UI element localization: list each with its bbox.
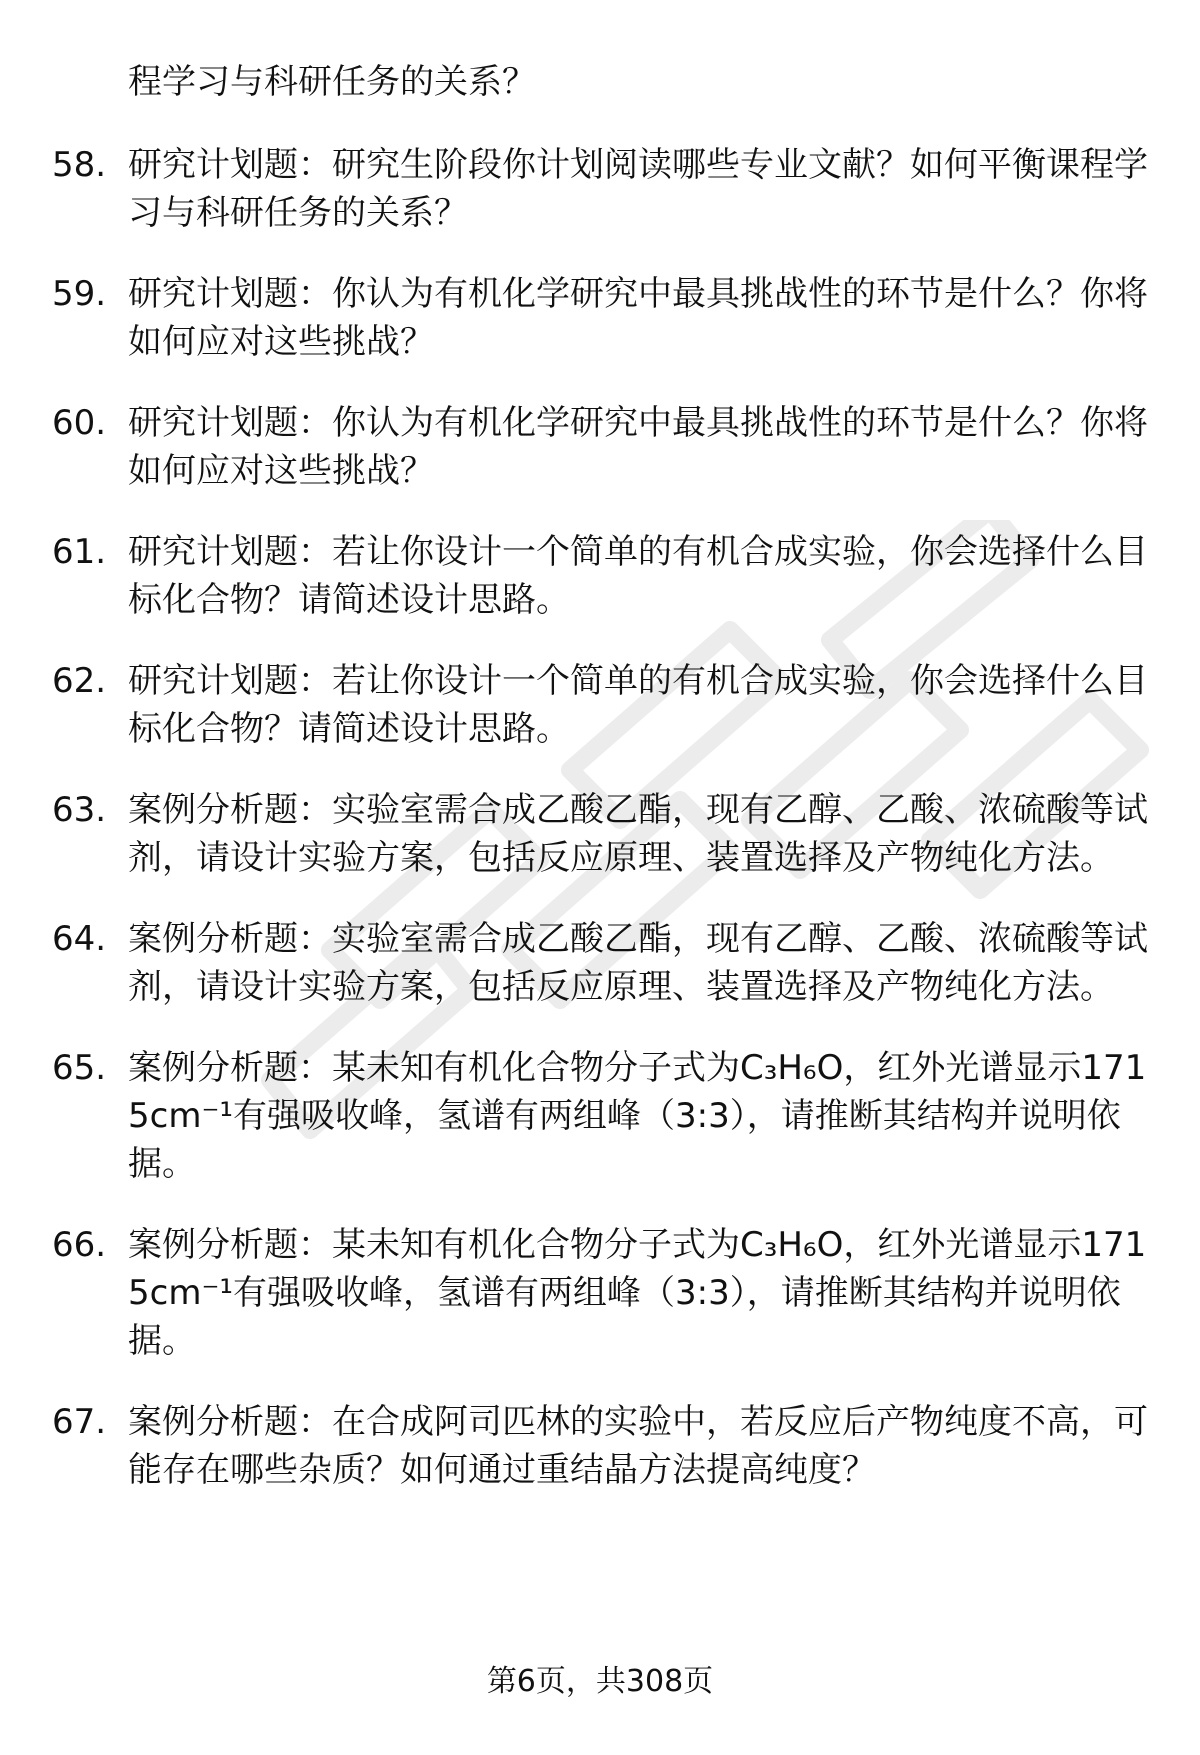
question-text: 案例分析题：在合成阿司匹林的实验中，若反应后产物纯度不高，可能存在哪些杂质？如何通过重结晶方法提高纯度？ [128, 1402, 1148, 1490]
question-number: 61. [52, 532, 107, 572]
question-item [52, 141, 1152, 237]
question-item [52, 270, 1152, 366]
question-item [52, 1221, 1152, 1365]
question-text: 案例分析题：某未知有机化合物分子式为C₃H₆O，红外光谱显示1715cm⁻¹有强吸收峰，氢谱有两组峰（3:3），请推断其结构并说明依据。 [128, 1048, 1147, 1184]
question-number: 59. [52, 274, 107, 314]
question-text: 研究计划题：研究生阶段你计划阅读哪些专业文献？如何平衡课程学习与科研任务的关系？ [128, 145, 1148, 233]
question-text: 案例分析题：实验室需合成乙酸乙酯，现有乙醇、乙酸、浓硫酸等试剂，请设计实验方案，包括反应原理、装置选择及产物纯化方法。 [128, 790, 1148, 878]
question-text: 研究计划题：若让你设计一个简单的有机合成实验，你会选择什么目标化合物？请简述设计思路。 [128, 661, 1148, 749]
question-number: 60. [52, 403, 107, 443]
question-text: 研究计划题：你认为有机化学研究中最具挑战性的环节是什么？你将如何应对这些挑战？ [128, 403, 1148, 491]
question-number: 62. [52, 661, 107, 701]
question-number: 65. [52, 1048, 107, 1088]
page-footer: 第6页，共308页 [486, 1664, 714, 1699]
question-list [52, 141, 1152, 1527]
question-item [52, 657, 1152, 753]
question-item [52, 915, 1152, 1011]
question-number: 58. [52, 145, 107, 185]
question-item [52, 1398, 1152, 1494]
question-text: 研究计划题：你认为有机化学研究中最具挑战性的环节是什么？你将如何应对这些挑战？ [128, 274, 1148, 362]
question-number: 66. [52, 1225, 107, 1265]
continued-question-text: 程学习与科研任务的关系？ [128, 62, 536, 102]
question-number: 63. [52, 790, 107, 830]
question-item [52, 786, 1152, 882]
question-item [52, 399, 1152, 495]
question-number: 64. [52, 919, 107, 959]
question-number: 67. [52, 1402, 107, 1442]
question-text: 案例分析题：某未知有机化合物分子式为C₃H₆O，红外光谱显示1715cm⁻¹有强吸收峰，氢谱有两组峰（3:3），请推断其结构并说明依据。 [128, 1225, 1147, 1361]
question-text: 案例分析题：实验室需合成乙酸乙酯，现有乙醇、乙酸、浓硫酸等试剂，请设计实验方案，包括反应原理、装置选择及产物纯化方法。 [128, 919, 1148, 1007]
question-item [52, 1044, 1152, 1188]
question-item [52, 528, 1152, 624]
question-text: 研究计划题：若让你设计一个简单的有机合成实验，你会选择什么目标化合物？请简述设计思路。 [128, 532, 1148, 620]
